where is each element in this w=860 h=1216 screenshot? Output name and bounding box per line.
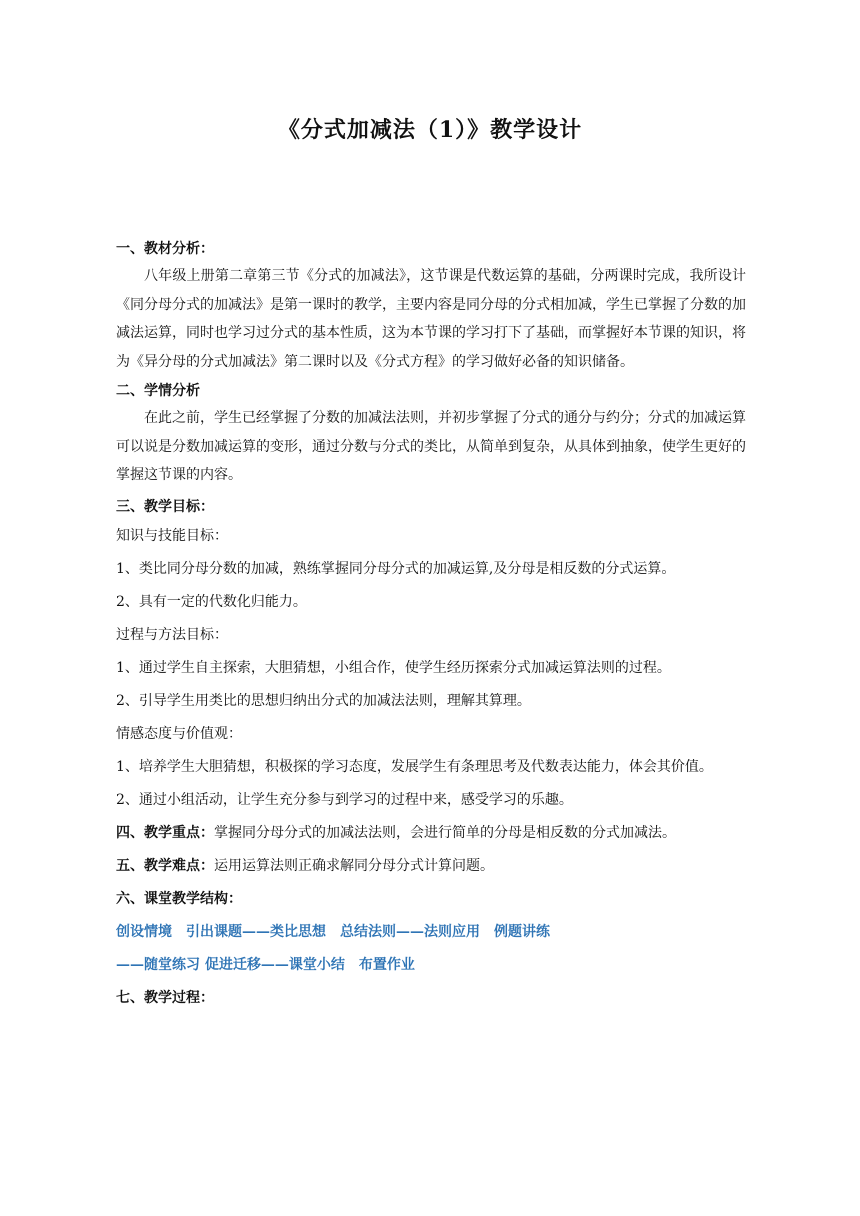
goal-line: 1、通过学生自主探索，大胆猜想，小组合作，使学生经历探索分式加减运算法则的过程。 bbox=[116, 659, 671, 676]
section-heading-textbook-analysis: 一、教材分析： bbox=[116, 241, 214, 257]
section-heading-teaching-process: 七、教学过程： bbox=[116, 989, 214, 1006]
teaching-difficulty-text: 运用运算法则正确求解同分母分式计算问题。 bbox=[214, 857, 494, 874]
document-title: 《分式加减法（1）》教学设计 bbox=[277, 117, 583, 143]
teaching-difficulty-label: 五、教学难点： bbox=[116, 857, 214, 874]
class-structure-flow-line-1: 创设情境 引出课题——类比思想 总结法则——法则应用 例题讲练 bbox=[116, 923, 550, 940]
teaching-key-point bbox=[116, 817, 746, 850]
class-structure-flow-line-2: ——随堂练习 促进迁移——课堂小结 布置作业 bbox=[116, 956, 415, 973]
goal-line: 2、引导学生用类比的思想归纳出分式的加减法法则，理解其算理。 bbox=[116, 692, 531, 709]
document-body bbox=[116, 234, 746, 1015]
student-analysis-paragraph: 在此之前，学生已经掌握了分数的加减法法则，并初步掌握了分式的通分与约分；分式的加减运算可以说是分数加减运算的变形，通过分数与分式的类比，从简单到复杂，从具体到抽象，使学生更好的掌握这节课的内容。 bbox=[116, 410, 746, 483]
section-heading-class-structure: 六、课堂教学结构： bbox=[116, 890, 242, 907]
teaching-key-point-text: 掌握同分母分式的加减法法则，会进行简单的分母是相反数的分式加减法。 bbox=[214, 824, 676, 841]
goal-line: 2、通过小组活动，让学生充分参与到学习的过程中来，感受学习的乐趣。 bbox=[116, 791, 573, 808]
teaching-difficulty bbox=[116, 850, 746, 883]
goal-line: 1、类比同分母分数的加减，熟练掌握同分母分式的加减运算,及分母是相反数的分式运算。 bbox=[116, 560, 676, 577]
section-heading-student-analysis: 二、学情分析 bbox=[116, 383, 200, 399]
goal-line: 2、具有一定的代数化归能力。 bbox=[116, 593, 307, 610]
goal-line: 过程与方法目标： bbox=[116, 626, 228, 643]
teaching-key-point-label: 四、教学重点： bbox=[116, 824, 214, 841]
textbook-analysis-paragraph: 八年级上册第二章第三节《分式的加减法》，这节课是代数运算的基础，分两课时完成，我所设计《同分母分式的加减法》是第一课时的教学，主要内容是同分母的分式相加减，学生已掌握了分数的加减法运算，同时也学习过分式的基本性质，这为本节课的学习打下了基础，而掌握好本节课的知识，将为《异分母的分式加减法》第二课时以及《分式方程》的学习做好必备的知识储备。 bbox=[116, 268, 746, 370]
goal-line: 知识与技能目标： bbox=[116, 527, 228, 544]
section-heading-teaching-goals: 三、教学目标： bbox=[116, 498, 214, 515]
goal-line: 1、培养学生大胆猜想，积极探的学习态度，发展学生有条理思考及代数表达能力，体会其价值。 bbox=[116, 758, 713, 775]
goal-line: 情感态度与价值观： bbox=[116, 725, 242, 742]
